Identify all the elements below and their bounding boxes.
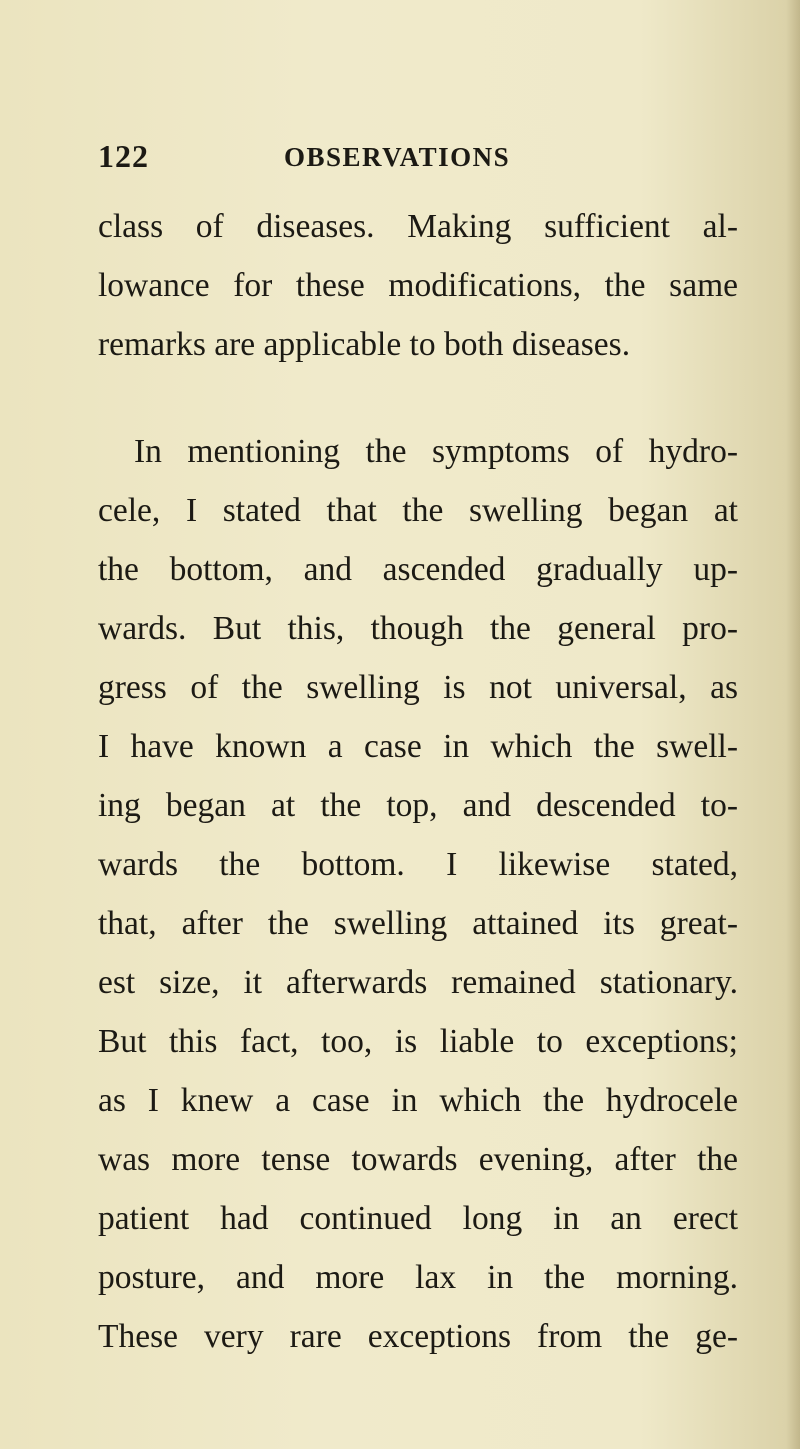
text-line: class of diseases. Making sufficient al- bbox=[98, 208, 738, 245]
text-line: wards. But this, though the general pro- bbox=[98, 610, 738, 647]
text-line: was more tense towards evening, after the bbox=[98, 1141, 738, 1178]
text-line: posture, and more lax in the morning. bbox=[98, 1259, 738, 1296]
text-line: lowance for these modifications, the same bbox=[98, 267, 738, 304]
text-line: ing began at the top, and descended to- bbox=[98, 787, 738, 824]
page-edge-shadow bbox=[786, 0, 800, 1449]
text-line: est size, it afterwards remained stationary. bbox=[98, 964, 738, 1001]
text-line: These very rare exceptions from the ge- bbox=[98, 1318, 738, 1355]
text-line: the bottom, and ascended gradually up- bbox=[98, 551, 738, 588]
text-line: gress of the swelling is not universal, as bbox=[98, 669, 738, 706]
text-line: wards the bottom. I likewise stated, bbox=[98, 846, 738, 883]
text-line: I have known a case in which the swell- bbox=[98, 728, 738, 765]
text-line: remarks are applicable to both diseases. bbox=[98, 326, 631, 363]
text-line: But this fact, too, is liable to exceptions; bbox=[98, 1023, 738, 1060]
text-line: In mentioning the symptoms of hydro- bbox=[134, 433, 738, 470]
page-number: 122 bbox=[98, 138, 149, 174]
text-line: patient had continued long in an erect bbox=[98, 1200, 738, 1237]
running-head bbox=[98, 138, 738, 188]
text-line: cele, I stated that the swelling began at bbox=[98, 492, 738, 529]
text-line: that, after the swelling attained its great- bbox=[98, 905, 738, 942]
running-title: OBSERVATIONS bbox=[284, 142, 511, 172]
text-line: as I knew a case in which the hydrocele bbox=[98, 1082, 738, 1119]
